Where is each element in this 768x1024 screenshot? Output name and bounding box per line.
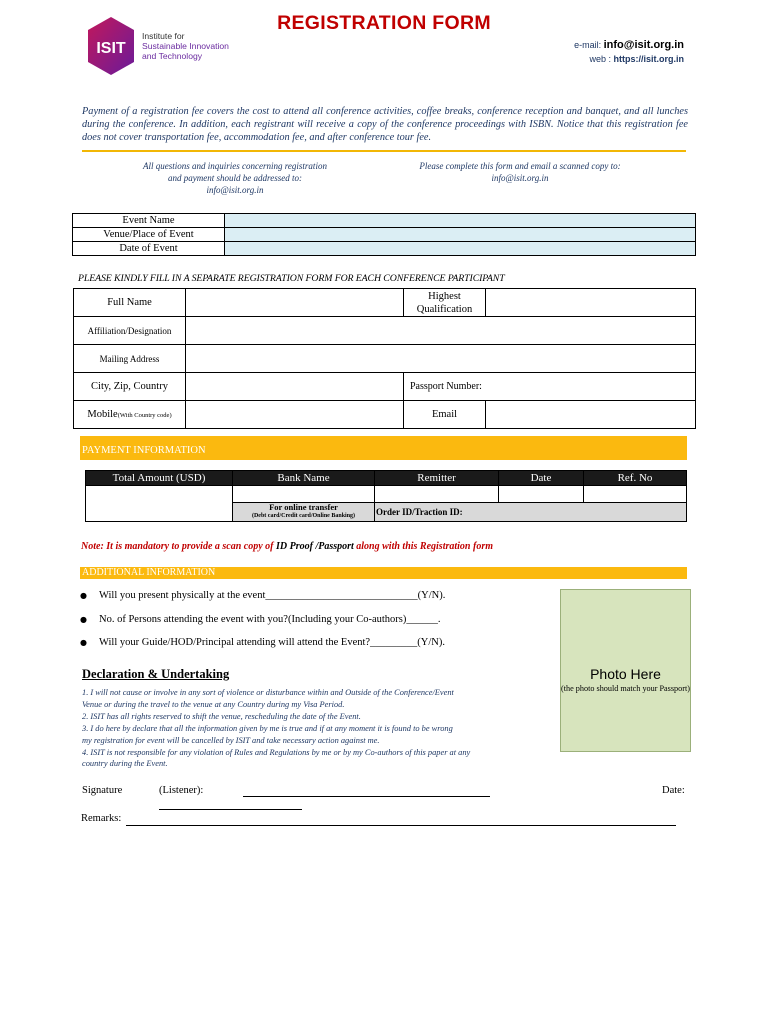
question-item: ● No. of Persons attending the event with you?(Including your Co-authors)______. xyxy=(80,614,441,625)
remitter-field[interactable] xyxy=(375,486,499,503)
event-name-field[interactable] xyxy=(225,214,696,228)
online-transfer-label: For online transfer (Debt card/Credit card/Online Banking) xyxy=(233,503,375,522)
mobile-field[interactable] xyxy=(186,401,404,429)
mandatory-note: Note: It is mandatory to provide a scan copy of ID Proof /Passport along with this Registration form xyxy=(81,541,493,552)
table-row xyxy=(74,289,696,317)
logo-line: and Technology xyxy=(142,51,203,61)
listener-line[interactable] xyxy=(159,809,302,810)
logo-line: Sustainable Innovation xyxy=(142,41,229,51)
page-title: REGISTRATION FORM xyxy=(277,12,491,34)
question-item: ● Will your Guide/HOD/Principal attending will attend the Event?_________(Y/N). xyxy=(80,637,446,648)
web-link[interactable]: https://isit.org.in xyxy=(613,54,684,64)
submission-note: Please complete this form and email a scanned copy to: info@isit.org.in xyxy=(419,161,621,183)
table-row xyxy=(73,242,696,256)
affiliation-field[interactable] xyxy=(186,317,696,345)
declaration-heading: Declaration & Undertaking xyxy=(82,667,230,681)
column-header: Ref. No xyxy=(584,471,687,486)
payment-table xyxy=(85,470,687,522)
signature-line[interactable] xyxy=(243,796,490,797)
bank-name-field[interactable] xyxy=(233,486,375,503)
event-date-field[interactable] xyxy=(225,242,696,256)
table-row xyxy=(74,401,696,429)
payment-band: PAYMENT INFORMATION xyxy=(80,436,687,460)
signature-label: Signature xyxy=(82,785,123,796)
email-field[interactable] xyxy=(486,401,696,429)
date-label: Date: xyxy=(662,785,685,796)
bullet-icon: ● xyxy=(80,591,87,600)
logo-text xyxy=(142,31,229,61)
intro-paragraph: Payment of a registration fee covers the cost to attend all conference activities, coffee breaks, conference reception and banquet, and all lunches during the conference. In addition, each registrant will receive a copy of the conference proceedings with ISBN. Notice that this registration fee does not cover transportation fee, accommodation fee, and after conference tour fee. xyxy=(82,106,688,143)
photo-box[interactable] xyxy=(560,589,691,752)
date-field[interactable] xyxy=(499,486,584,503)
participant-instruction: PLEASE KINDLY FILL IN A SEPARATE REGISTRATION FORM FOR EACH CONFERENCE PARTICIPANT xyxy=(78,273,505,284)
passport-field[interactable] xyxy=(404,373,696,401)
affiliation-label: Affiliation/Designation xyxy=(74,317,186,345)
city-field[interactable] xyxy=(186,373,404,401)
column-header: Total Amount (USD) xyxy=(86,471,233,486)
logo-line: Institute for xyxy=(142,31,185,41)
divider xyxy=(82,150,686,152)
event-name-label: Event Name xyxy=(73,214,225,228)
event-date-label: Date of Event xyxy=(73,242,225,256)
declaration-text: 1. I will not cause or involve in any sort of violence or disturbance within and Outside of the Conference/Event Venue or during the travel to the venue at any Country during my Visa Period. 2. ISIT has all rights reserved to shift the venue, rescheduling the date of the Event. 3. I do here by declare that all the information given by me is true and if at any moment it is found to be wrong my registration for event will be cancelled by ISIT and take necessary action against me. 4. ISIT is not responsible for any violation of Rules and Regulations by me or by my Co-authors of this paper at any country during the Event. xyxy=(82,688,471,769)
logo-mark: ISIT xyxy=(96,40,126,57)
venue-label: Venue/Place of Event xyxy=(73,228,225,242)
table-row xyxy=(86,486,687,503)
total-amount-field[interactable] xyxy=(86,486,233,522)
web-label: web : xyxy=(589,54,611,64)
additional-band: ADDITIONAL INFORMATION xyxy=(80,567,687,579)
bullet-icon: ● xyxy=(80,615,87,624)
column-header: Bank Name xyxy=(233,471,375,486)
listener-label: (Listener): xyxy=(159,785,204,796)
bullet-icon: ● xyxy=(80,638,87,647)
passport-label: Passport Number: xyxy=(410,381,482,392)
table-row xyxy=(74,345,696,373)
photo-title: Photo Here xyxy=(590,666,661,682)
event-table xyxy=(72,213,696,256)
order-id-field[interactable]: Order ID/Traction ID: xyxy=(375,503,687,522)
mailing-address-label: Mailing Address xyxy=(74,345,186,373)
table-row xyxy=(86,471,687,486)
qualification-label: Highest Qualification xyxy=(404,289,486,317)
column-header: Remitter xyxy=(375,471,499,486)
photo-note: (the photo should match your Passport) xyxy=(561,684,690,693)
mailing-address-field[interactable] xyxy=(186,345,696,373)
remarks-label: Remarks: xyxy=(81,813,122,824)
inquiries-note: All questions and inquiries concerning registration and payment should be addressed to: info@isit.org.in xyxy=(143,161,327,195)
full-name-field[interactable] xyxy=(186,289,404,317)
full-name-label: Full Name xyxy=(74,289,186,317)
participant-table xyxy=(73,288,696,429)
column-header: Date xyxy=(499,471,584,486)
table-row xyxy=(73,214,696,228)
table-row xyxy=(74,317,696,345)
venue-field[interactable] xyxy=(225,228,696,242)
ref-no-field[interactable] xyxy=(584,486,687,503)
contact-info xyxy=(574,38,684,66)
question-item: ● Will you present physically at the event_____________________________(Y/N). xyxy=(80,590,446,601)
email-link[interactable]: info@isit.org.in xyxy=(603,39,684,51)
mobile-label: Mobile(With Country code) xyxy=(74,401,186,429)
qualification-field[interactable] xyxy=(486,289,696,317)
city-label: City, Zip, Country xyxy=(74,373,186,401)
email-field-label: Email xyxy=(404,401,486,429)
table-row xyxy=(73,228,696,242)
table-row xyxy=(74,373,696,401)
email-label: e-mail: xyxy=(574,40,602,50)
remarks-line[interactable] xyxy=(126,825,676,826)
